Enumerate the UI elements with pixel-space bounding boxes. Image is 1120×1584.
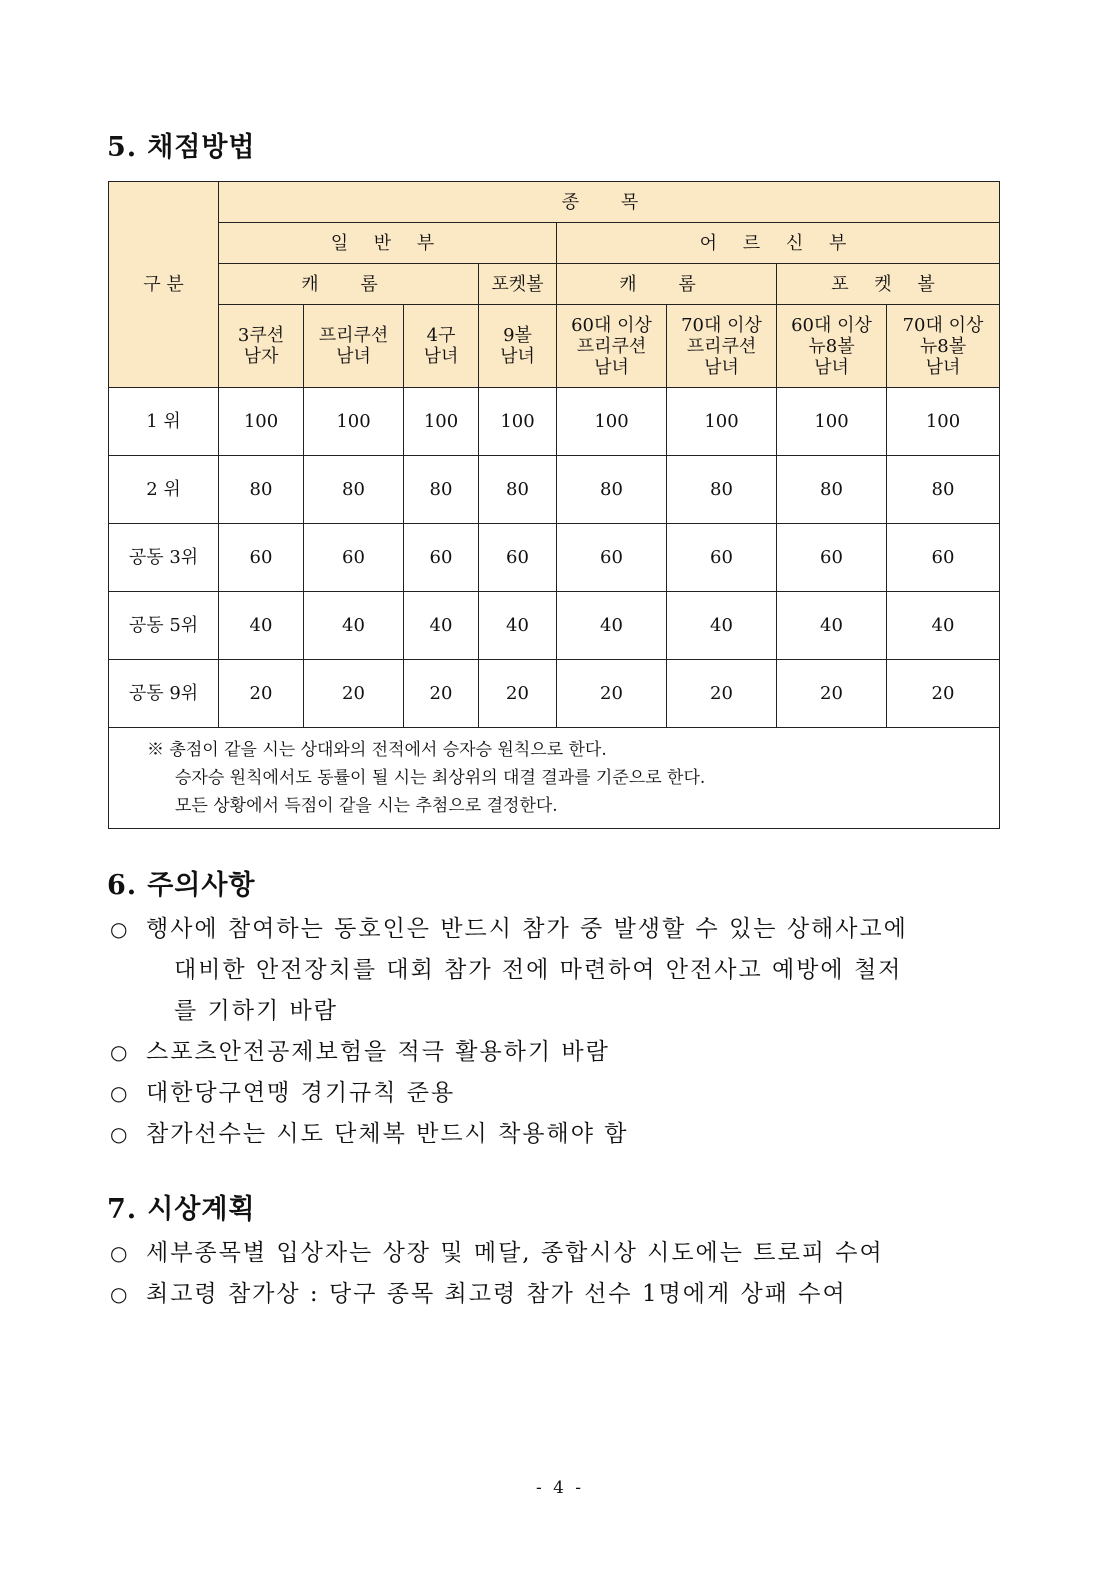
rank-cell: 2 위: [109, 456, 219, 524]
rank-cell: 공동 5위: [109, 592, 219, 660]
score-cell: 100: [404, 388, 479, 456]
table-row: [109, 456, 1000, 524]
list-item: ○ 최고령 참가상 : 당구 종목 최고령 참가 선수 1명에게 상패 수여: [108, 1274, 1008, 1315]
score-cell: 40: [667, 592, 777, 660]
note-line: 승자승 원칙에서도 동률이 될 시는 최상위의 대결 결과를 기준으로 한다.: [175, 768, 706, 788]
awards-list: [108, 1233, 1008, 1315]
list-item: ○ 참가선수는 시도 단체복 반드시 착용해야 함: [108, 1114, 1008, 1155]
col-header: 4구 남녀: [404, 305, 479, 388]
col-header: 9볼 남녀: [479, 305, 557, 388]
list-item: ○ 대한당구연맹 경기규칙 준용: [108, 1073, 1008, 1114]
section-7-title: [107, 1190, 256, 1230]
col-header: 70대 이상 뉴8볼 남녀: [887, 305, 1000, 388]
section-6-title: [107, 866, 256, 906]
header-carom-general: 캐 롬: [219, 264, 479, 305]
header-pocketball-senior: 포 켓 볼: [777, 264, 1000, 305]
section-title-text: 채점방법: [147, 132, 256, 163]
score-cell: 60: [557, 524, 667, 592]
score-cell: 20: [404, 660, 479, 728]
table-row: [109, 388, 1000, 456]
header-carom-senior: 캐 롬: [557, 264, 777, 305]
score-cell: 80: [777, 456, 887, 524]
score-cell: 80: [887, 456, 1000, 524]
rank-cell: 1 위: [109, 388, 219, 456]
score-cell: 20: [304, 660, 404, 728]
list-item: ○ 스포츠안전공제보험을 적극 활용하기 바람: [108, 1032, 1008, 1073]
scoring-table: [108, 181, 1000, 829]
rank-cell: 공동 9위: [109, 660, 219, 728]
circle-bullet-icon: ○: [110, 917, 130, 941]
circle-bullet-icon: ○: [110, 1282, 130, 1306]
score-cell: 60: [479, 524, 557, 592]
section-5-title: [107, 128, 256, 168]
score-cell: 40: [304, 592, 404, 660]
score-cell: 20: [557, 660, 667, 728]
table-row: [109, 592, 1000, 660]
col-header: 60대 이상 뉴8볼 남녀: [777, 305, 887, 388]
section-number: 5.: [107, 132, 138, 163]
score-cell: 40: [887, 592, 1000, 660]
header-senior-division: 어 르 신 부: [557, 223, 1000, 264]
score-cell: 100: [479, 388, 557, 456]
note-line: ※ 총점이 같을 시는 상대와의 전적에서 승자승 원칙으로 한다.: [147, 740, 607, 760]
score-cell: 20: [479, 660, 557, 728]
score-cell: 40: [479, 592, 557, 660]
list-item: ○ 행사에 참여하는 동호인은 반드시 참가 중 발생할 수 있는 상해사고에 대비한 안전장치를 대회 참가 전에 마련하여 안전사고 예방에 철저 를 기하기 바람: [108, 909, 1008, 1032]
score-cell: 80: [219, 456, 304, 524]
precautions-list: [108, 909, 1008, 1155]
circle-bullet-icon: ○: [110, 1122, 130, 1146]
score-cell: 80: [479, 456, 557, 524]
col-header: 60대 이상 프리쿠션 남녀: [557, 305, 667, 388]
note-line: 모든 상황에서 득점이 같을 시는 추첨으로 결정한다.: [175, 796, 558, 816]
section-number: 6.: [107, 870, 138, 901]
score-cell: 40: [219, 592, 304, 660]
table-row: [109, 660, 1000, 728]
header-general-division: 일 반 부: [219, 223, 557, 264]
col-header: 3쿠션 남자: [219, 305, 304, 388]
score-cell: 60: [777, 524, 887, 592]
score-cell: 80: [304, 456, 404, 524]
score-cell: 80: [557, 456, 667, 524]
table-note: [109, 728, 1000, 829]
score-cell: 60: [304, 524, 404, 592]
score-cell: 20: [667, 660, 777, 728]
score-cell: 40: [777, 592, 887, 660]
header-gubun: 구 분: [109, 182, 219, 388]
table-row: [109, 524, 1000, 592]
score-cell: 100: [219, 388, 304, 456]
header-pocketball-general: 포켓볼: [479, 264, 557, 305]
circle-bullet-icon: ○: [110, 1081, 130, 1105]
score-cell: 60: [667, 524, 777, 592]
circle-bullet-icon: ○: [110, 1241, 130, 1265]
page-number: - 4 -: [535, 1478, 585, 1498]
score-cell: 100: [304, 388, 404, 456]
score-cell: 100: [887, 388, 1000, 456]
section-number: 7.: [107, 1194, 138, 1225]
score-cell: 40: [557, 592, 667, 660]
score-cell: 60: [219, 524, 304, 592]
header-jongmok: 종 목: [219, 182, 1000, 223]
score-cell: 40: [404, 592, 479, 660]
score-cell: 100: [777, 388, 887, 456]
score-cell: 60: [404, 524, 479, 592]
circle-bullet-icon: ○: [110, 1040, 130, 1064]
score-cell: 80: [404, 456, 479, 524]
score-cell: 20: [219, 660, 304, 728]
rank-cell: 공동 3위: [109, 524, 219, 592]
list-item: ○ 세부종목별 입상자는 상장 및 메달, 종합시상 시도에는 트로피 수여: [108, 1233, 1008, 1274]
section-title-text: 주의사항: [147, 870, 256, 901]
score-cell: 100: [667, 388, 777, 456]
col-header: 70대 이상 프리쿠션 남녀: [667, 305, 777, 388]
col-header: 프리쿠션 남녀: [304, 305, 404, 388]
score-cell: 20: [887, 660, 1000, 728]
score-cell: 20: [777, 660, 887, 728]
score-cell: 80: [667, 456, 777, 524]
section-title-text: 시상계획: [147, 1194, 256, 1225]
score-cell: 60: [887, 524, 1000, 592]
score-cell: 100: [557, 388, 667, 456]
